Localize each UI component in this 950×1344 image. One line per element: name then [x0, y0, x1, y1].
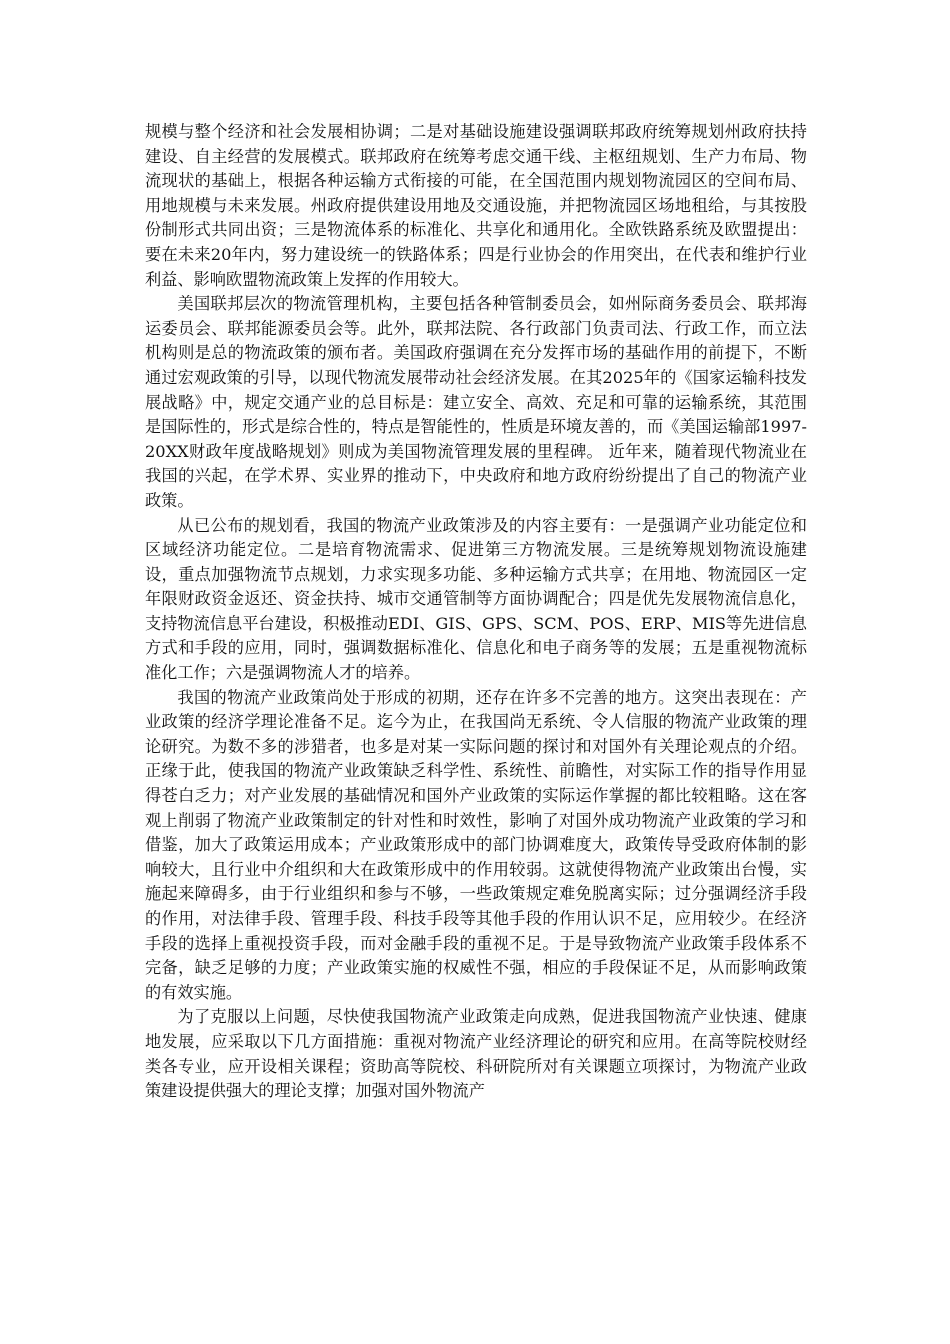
paragraph-continuation: 规模与整个经济和社会发展相协调；二是对基础设施建设强调联邦政府统筹规划州政府扶持建设、自主经营的发展模式。联邦政府在统筹考虑交通干线、主枢纽规划、生产力布局、物流现状的基础上，根据各种运输方式衔接的可能，在全国范围内规划物流园区的空间布局、用地规模与未来发展。州政府提供建设用地及交通设施，并把物流园区场地租给，与其按股份制形式共同出资；三是物流体系的标准化、共享化和通用化。全欧铁路系统及欧盟提出：要在未来20年内，努力建设统一的铁路体系；四是行业协会的作用突出，在代表和维护行业利益、影响欧盟物流政策上发挥的作用较大。 [145, 122, 807, 289]
paragraph-policy-problems: 我国的物流产业政策尚处于形成的初期，还存在许多不完善的地方。这突出表现在：产业政策的经济学理论准备不足。迄今为止，在我国尚无系统、令人信服的物流产业政策的理论研究。为数不多的涉猎者，也多是对某一实际问题的探讨和对国外有关理论观点的介绍。正缘于此，使我国的物流产业政策缺乏科学性、系统性、前瞻性，对实际工作的指导作用显得苍白乏力；对产业发展的基础情况和国外产业政策的实际运作掌握的都比较粗略。这在客观上削弱了物流产业政策制定的针对性和时效性，影响了对国外成功物流产业政策的学习和借鉴，加大了政策运用成本；产业政策形成中的部门协调难度大，政策传导受政府体制的影响较大，且行业中介组织和大在政策形成中的作用较弱。这就使得物流产业政策出台慢，实施起来障碍多，由于行业组织和参与不够，一些政策规定难免脱离实际；过分强调经济手段的作用，对法律手段、管理手段、科技手段等其他手段的作用认识不足，应用较少。在经济手段的选择上重视投资手段，而对金融手段的重视不足。于是导致物流产业政策手段体系不完备，缺乏足够的力度；产业政策实施的权威性不强，相应的手段保证不足，从而影响政策的有效实施。 [145, 687, 807, 1002]
paragraph-us-logistics: 美国联邦层次的物流管理机构，主要包括各种管制委员会，如州际商务委员会、联邦海运委员会、联邦能源委员会等。此外，联邦法院、各行政部门负责司法、行政工作，而立法机构则是总的物流政策的颁布者。美国政府强调在充分发挥市场的基础作用的前提下，不断通过宏观政策的引导，以现代物流发展带动社会经济发展。在其2025年的《国家运输科技发展战略》中，规定交通产业的总目标是：建立安全、高效、充足和可靠的运输系统，其范围是国际性的，形式是综合性的，特点是智能性的，性质是环境友善的，而《美国运输部1997-20XX财政年度战略规划》则成为美国物流管理发展的里程碑。 近年来，随着现代物流业在我国的兴起，在学术界、实业界的推动下，中央政府和地方政府纷纷提出了自己的物流产业政策。 [145, 294, 807, 510]
document-body [145, 120, 807, 1104]
paragraph-measures: 为了克服以上问题，尽快使我国物流产业政策走向成熟，促进我国物流产业快速、健康地发展，应采取以下几方面措施：重视对物流产业经济理论的研究和应用。在高等院校财经类各专业，应开设相关课程；资助高等院校、科研院所对有关课题立项探讨，为物流产业政策建设提供强大的理论支撑；加强对国外物流产 [145, 1007, 807, 1101]
paragraph-china-policy-content: 从已公布的规划看，我国的物流产业政策涉及的内容主要有：一是强调产业功能定位和区域经济功能定位。二是培育物流需求、促进第三方物流发展。三是统筹规划物流设施建设，重点加强物流节点规划，力求实现多功能、多种运输方式共享；在用地、物流园区一定年限财政资金返还、资金扶持、城市交通管制等方面协调配合；四是优先发展物流信息化，支持物流信息平台建设，积极推动EDI、GIS、GPS、SCM、POS、ERP、MIS等先进信息方式和手段的应用，同时，强调数据标准化、信息化和电子商务等的发展；五是重视物流标准化工作；六是强调物流人才的培养。 [145, 515, 807, 683]
